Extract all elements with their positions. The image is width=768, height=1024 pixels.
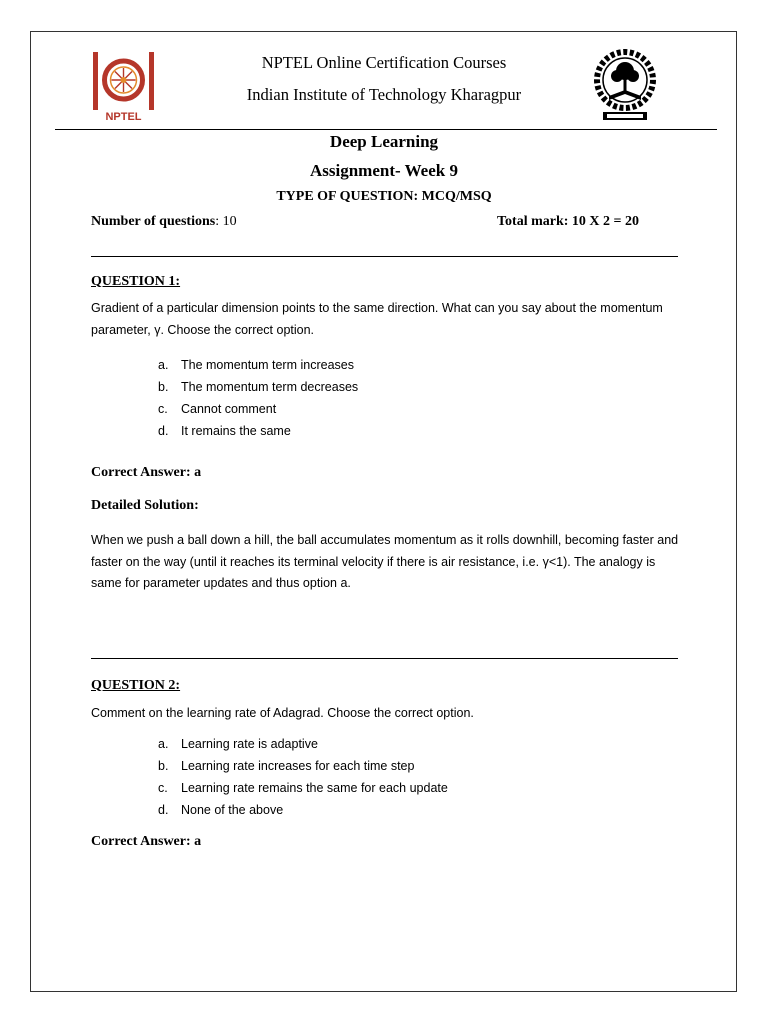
question-1-solution-text: When we push a ball down a hill, the ball accumulates momentum as it rolls downhill, becoming faster and faster on the way (until it reaches its terminal velocity if there is air resistance, i.e. γ<1). The analogy is same for parameter updates and thus option a. bbox=[91, 533, 679, 590]
number-of-questions-label: Number of questions bbox=[91, 214, 216, 229]
option-b bbox=[158, 755, 448, 777]
option-d bbox=[158, 799, 448, 821]
option-text: It remains the same bbox=[181, 424, 291, 438]
option-c bbox=[158, 398, 358, 420]
section-divider bbox=[91, 658, 678, 659]
option-letter: a. bbox=[158, 358, 169, 372]
option-letter: c. bbox=[158, 402, 168, 416]
option-c bbox=[158, 777, 448, 799]
option-d bbox=[158, 420, 358, 442]
question-1-text: Gradient of a particular dimension points to the same direction. What can you say about the momentum parameter, γ. Choose the correct option. bbox=[91, 301, 663, 337]
question-1-options bbox=[158, 354, 358, 442]
option-a bbox=[158, 354, 358, 376]
header-line-2: Indian Institute of Technology Kharagpur bbox=[246, 85, 522, 104]
assignment-title: Assignment- Week 9 bbox=[310, 161, 458, 180]
course-title: Deep Learning bbox=[329, 132, 439, 151]
header-divider bbox=[55, 129, 717, 130]
option-letter: d. bbox=[158, 424, 169, 438]
option-text: Cannot comment bbox=[181, 402, 277, 416]
question-1-correct-answer: Correct Answer: a bbox=[91, 465, 202, 480]
option-text: Learning rate increases for each time step bbox=[181, 759, 415, 773]
option-letter: b. bbox=[158, 380, 169, 394]
header-line-1: NPTEL Online Certification Courses bbox=[261, 53, 507, 72]
question-2-text: Comment on the learning rate of Adagrad. Choose the correct option. bbox=[91, 706, 474, 720]
question-1-heading: QUESTION 1: bbox=[91, 274, 181, 289]
nptel-logo-text: NPTEL bbox=[105, 111, 142, 122]
option-letter: c. bbox=[158, 781, 168, 795]
question-2-heading: QUESTION 2: bbox=[91, 678, 181, 693]
option-letter: a. bbox=[158, 737, 169, 751]
question-2-correct-answer: Correct Answer: a bbox=[91, 834, 202, 849]
option-letter: d. bbox=[158, 803, 169, 817]
option-text: None of the above bbox=[181, 803, 284, 817]
number-of-questions bbox=[91, 214, 237, 230]
option-b bbox=[158, 376, 358, 398]
total-mark: Total mark: 10 X 2 = 20 bbox=[497, 214, 640, 229]
option-letter: b. bbox=[158, 759, 169, 773]
option-text: The momentum term decreases bbox=[181, 380, 359, 394]
question-1-solution-label: Detailed Solution: bbox=[91, 498, 199, 513]
number-of-questions-value: : 10 bbox=[215, 214, 237, 229]
option-text: The momentum term increases bbox=[181, 358, 354, 372]
option-text: Learning rate remains the same for each update bbox=[181, 781, 448, 795]
section-divider bbox=[91, 256, 678, 257]
option-a bbox=[158, 733, 448, 755]
option-text: Learning rate is adaptive bbox=[181, 737, 318, 751]
question-2-options bbox=[158, 733, 448, 821]
type-of-question: TYPE OF QUESTION: MCQ/MSQ bbox=[276, 189, 492, 204]
